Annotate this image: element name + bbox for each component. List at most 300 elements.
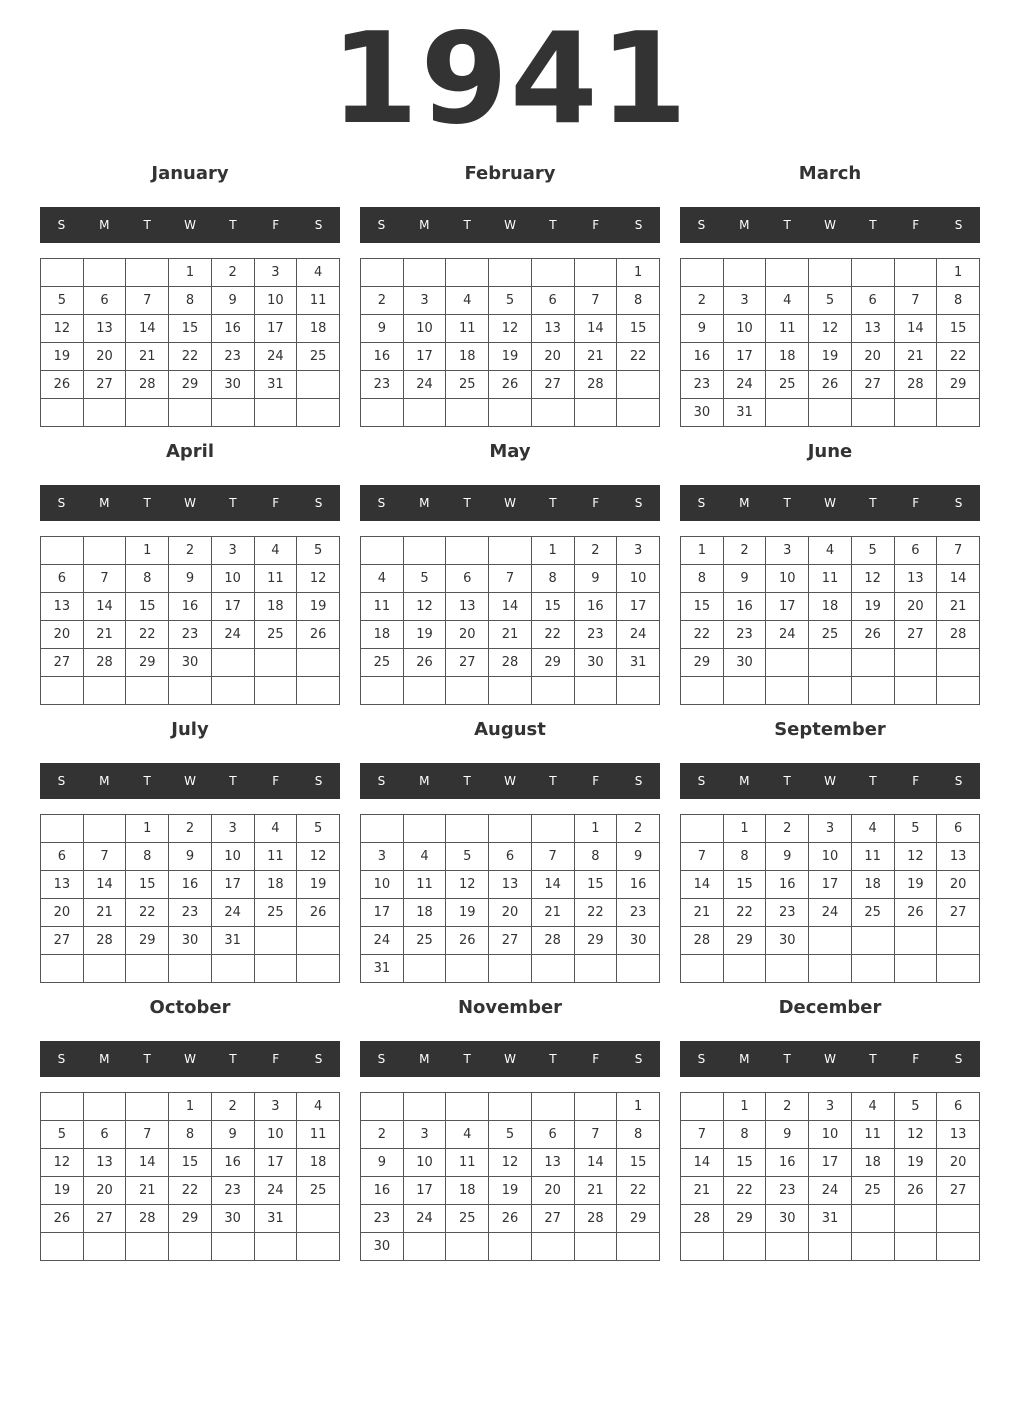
weekday-label: W [824, 774, 836, 788]
day-cell: 16 [211, 315, 254, 343]
day-cell [681, 1233, 724, 1261]
day-cell [361, 815, 404, 843]
day-cell [41, 259, 84, 287]
day-cell: 6 [531, 1121, 574, 1149]
week-row [41, 677, 340, 705]
day-cell: 8 [169, 287, 212, 315]
day-cell: 19 [446, 899, 489, 927]
day-cell: 22 [126, 621, 169, 649]
day-cell: 6 [531, 287, 574, 315]
day-cell: 13 [83, 315, 126, 343]
day-cell: 13 [531, 315, 574, 343]
weekday-label: S [377, 1052, 386, 1066]
day-cell: 7 [126, 1121, 169, 1149]
day-cell: 1 [531, 537, 574, 565]
day-cell: 11 [254, 565, 297, 593]
day-cell [41, 955, 84, 983]
day-cell: 2 [723, 537, 766, 565]
weekday-label: T [783, 774, 791, 788]
day-cell [766, 1233, 809, 1261]
day-cell: 3 [809, 1093, 852, 1121]
weekday-label: F [272, 774, 280, 788]
day-cell: 6 [83, 1121, 126, 1149]
day-cell: 30 [169, 649, 212, 677]
day-cell: 28 [894, 371, 937, 399]
day-cell [169, 399, 212, 427]
day-cell: 3 [254, 259, 297, 287]
day-cell: 25 [254, 621, 297, 649]
week-row [681, 1149, 980, 1177]
week-row [41, 287, 340, 315]
day-cell [297, 1205, 340, 1233]
day-cell: 17 [403, 343, 446, 371]
month-september [680, 708, 980, 982]
day-cell [169, 1233, 212, 1261]
day-cell [894, 1233, 937, 1261]
day-cell: 11 [254, 843, 297, 871]
day-cell: 11 [809, 565, 852, 593]
day-cell: 4 [297, 1093, 340, 1121]
weekday-label: W [824, 218, 836, 232]
day-cell: 20 [894, 593, 937, 621]
week-row [361, 1233, 660, 1261]
day-cell [531, 1093, 574, 1121]
weekday-label: M [739, 774, 750, 788]
day-cell: 9 [211, 287, 254, 315]
day-cell: 19 [851, 593, 894, 621]
week-row [41, 371, 340, 399]
day-grid [360, 258, 660, 427]
day-cell [489, 399, 532, 427]
day-cell: 10 [361, 871, 404, 899]
day-cell: 25 [851, 899, 894, 927]
day-cell: 16 [723, 593, 766, 621]
day-cell: 29 [617, 1205, 660, 1233]
day-cell: 23 [617, 899, 660, 927]
weekday-label: S [697, 496, 706, 510]
day-cell [211, 399, 254, 427]
day-cell: 26 [41, 1205, 84, 1233]
day-cell [851, 1233, 894, 1261]
week-row [681, 621, 980, 649]
day-cell [574, 1233, 617, 1261]
day-cell: 5 [851, 537, 894, 565]
day-cell: 3 [211, 815, 254, 843]
day-cell [681, 955, 724, 983]
day-cell: 7 [937, 537, 980, 565]
weekday-label: F [272, 218, 280, 232]
day-cell: 20 [851, 343, 894, 371]
week-row [681, 1093, 980, 1121]
day-cell: 11 [403, 871, 446, 899]
day-cell: 5 [446, 843, 489, 871]
weekday-label: W [184, 218, 196, 232]
weekday-label: M [419, 1052, 430, 1066]
weekday-label: T [869, 774, 877, 788]
weekday-header [680, 1041, 980, 1077]
day-cell: 2 [361, 287, 404, 315]
day-cell: 23 [361, 371, 404, 399]
day-cell: 20 [83, 343, 126, 371]
weekday-label: T [869, 1052, 877, 1066]
day-grid [360, 536, 660, 705]
weekday-label: F [272, 496, 280, 510]
day-cell: 16 [766, 1149, 809, 1177]
day-cell: 6 [446, 565, 489, 593]
week-row [681, 399, 980, 427]
day-cell: 3 [211, 537, 254, 565]
week-row [41, 1233, 340, 1261]
week-row [681, 593, 980, 621]
day-cell: 30 [681, 399, 724, 427]
weekday-label: S [57, 774, 66, 788]
week-row [41, 621, 340, 649]
weekday-header [360, 485, 660, 521]
weekday-label: F [912, 1052, 920, 1066]
day-cell: 26 [297, 899, 340, 927]
day-cell: 17 [809, 1149, 852, 1177]
day-cell: 14 [894, 315, 937, 343]
week-row [361, 259, 660, 287]
week-row [681, 371, 980, 399]
weekday-label: S [697, 218, 706, 232]
day-cell: 11 [361, 593, 404, 621]
day-cell [681, 1093, 724, 1121]
weekday-label: W [824, 1052, 836, 1066]
day-cell: 6 [41, 843, 84, 871]
day-cell: 2 [617, 815, 660, 843]
day-cell: 31 [723, 399, 766, 427]
day-cell: 5 [894, 815, 937, 843]
day-cell: 1 [937, 259, 980, 287]
day-cell [446, 537, 489, 565]
week-row [361, 287, 660, 315]
weekday-label: S [377, 774, 386, 788]
day-cell [83, 677, 126, 705]
day-cell: 25 [297, 343, 340, 371]
weekday-label: S [634, 496, 643, 510]
day-cell: 19 [297, 593, 340, 621]
day-cell: 3 [254, 1093, 297, 1121]
day-cell [403, 537, 446, 565]
day-cell [894, 399, 937, 427]
day-cell: 28 [574, 1205, 617, 1233]
week-row [41, 927, 340, 955]
week-row [361, 1177, 660, 1205]
day-cell [937, 927, 980, 955]
week-row [361, 343, 660, 371]
day-cell: 5 [41, 1121, 84, 1149]
weekday-label: W [504, 774, 516, 788]
week-row [361, 955, 660, 983]
day-cell: 14 [681, 871, 724, 899]
day-cell: 11 [446, 1149, 489, 1177]
day-cell: 1 [723, 1093, 766, 1121]
month-name: June [807, 441, 853, 462]
weekday-label: W [184, 774, 196, 788]
day-cell: 22 [169, 1177, 212, 1205]
day-cell [574, 259, 617, 287]
weekday-label: M [419, 218, 430, 232]
day-cell [83, 1233, 126, 1261]
day-cell [851, 1205, 894, 1233]
day-cell: 9 [361, 315, 404, 343]
day-cell [41, 1093, 84, 1121]
day-cell: 17 [723, 343, 766, 371]
day-cell: 7 [489, 565, 532, 593]
week-row [681, 871, 980, 899]
weekday-label: F [592, 218, 600, 232]
day-cell [766, 955, 809, 983]
day-cell [851, 927, 894, 955]
week-row [361, 677, 660, 705]
month-name: November [457, 997, 563, 1018]
day-cell: 28 [126, 371, 169, 399]
day-cell: 24 [361, 927, 404, 955]
weekday-label: M [419, 496, 430, 510]
day-cell [446, 1093, 489, 1121]
day-cell: 4 [809, 537, 852, 565]
day-cell: 19 [809, 343, 852, 371]
day-cell [41, 815, 84, 843]
day-cell [574, 399, 617, 427]
week-row [681, 649, 980, 677]
day-cell: 27 [446, 649, 489, 677]
day-cell: 4 [254, 815, 297, 843]
day-cell: 27 [489, 927, 532, 955]
weekday-header [360, 763, 660, 799]
day-cell: 18 [254, 593, 297, 621]
weekday-label: S [954, 496, 963, 510]
day-cell [446, 1233, 489, 1261]
day-cell: 24 [617, 621, 660, 649]
day-cell [254, 927, 297, 955]
day-cell: 4 [851, 1093, 894, 1121]
day-cell: 25 [403, 927, 446, 955]
day-cell: 17 [766, 593, 809, 621]
day-cell: 13 [83, 1149, 126, 1177]
day-cell: 21 [894, 343, 937, 371]
day-cell: 15 [723, 871, 766, 899]
day-cell: 1 [574, 815, 617, 843]
day-cell: 11 [297, 1121, 340, 1149]
day-cell [894, 1205, 937, 1233]
day-cell: 16 [361, 1177, 404, 1205]
weekday-label: F [592, 496, 600, 510]
day-cell: 15 [617, 1149, 660, 1177]
day-cell: 30 [766, 927, 809, 955]
day-cell: 23 [211, 343, 254, 371]
day-cell [254, 677, 297, 705]
day-cell: 26 [894, 899, 937, 927]
day-cell: 27 [83, 371, 126, 399]
day-cell: 25 [446, 1205, 489, 1233]
week-row [41, 1121, 340, 1149]
day-cell [723, 259, 766, 287]
day-cell: 8 [617, 1121, 660, 1149]
day-cell [254, 399, 297, 427]
day-cell: 20 [531, 1177, 574, 1205]
day-cell: 13 [531, 1149, 574, 1177]
day-cell: 10 [211, 565, 254, 593]
day-cell: 11 [851, 843, 894, 871]
day-cell: 7 [83, 843, 126, 871]
week-row [361, 621, 660, 649]
day-cell [894, 955, 937, 983]
day-cell: 10 [254, 1121, 297, 1149]
weekday-label: S [57, 218, 66, 232]
day-cell [617, 677, 660, 705]
day-cell [489, 677, 532, 705]
day-cell: 3 [403, 1121, 446, 1149]
day-cell: 23 [169, 621, 212, 649]
day-cell: 31 [254, 1205, 297, 1233]
day-grid [680, 1092, 980, 1261]
day-cell [126, 677, 169, 705]
day-cell [531, 399, 574, 427]
day-cell: 20 [83, 1177, 126, 1205]
week-row [681, 537, 980, 565]
weekday-label: T [783, 218, 791, 232]
day-cell: 29 [126, 927, 169, 955]
weekday-label: S [57, 496, 66, 510]
day-cell: 14 [937, 565, 980, 593]
day-cell: 16 [169, 871, 212, 899]
day-cell [211, 677, 254, 705]
weekday-label: F [912, 774, 920, 788]
day-cell: 9 [723, 565, 766, 593]
day-cell: 19 [894, 871, 937, 899]
day-cell [489, 815, 532, 843]
day-cell: 16 [681, 343, 724, 371]
day-cell: 31 [617, 649, 660, 677]
week-row [681, 843, 980, 871]
day-cell [403, 677, 446, 705]
day-cell: 24 [403, 1205, 446, 1233]
week-row [361, 537, 660, 565]
day-cell: 10 [723, 315, 766, 343]
day-cell [489, 537, 532, 565]
day-cell: 29 [169, 1205, 212, 1233]
day-cell [937, 1205, 980, 1233]
day-cell: 27 [937, 899, 980, 927]
day-cell: 15 [126, 593, 169, 621]
day-cell: 26 [403, 649, 446, 677]
day-cell: 12 [851, 565, 894, 593]
day-cell: 15 [681, 593, 724, 621]
day-cell: 5 [809, 287, 852, 315]
day-cell: 3 [617, 537, 660, 565]
day-cell: 28 [681, 1205, 724, 1233]
day-cell: 23 [574, 621, 617, 649]
weekday-label: S [314, 774, 323, 788]
day-cell: 18 [361, 621, 404, 649]
day-cell: 12 [297, 565, 340, 593]
day-cell: 24 [254, 343, 297, 371]
day-cell: 23 [169, 899, 212, 927]
day-cell: 21 [937, 593, 980, 621]
day-cell [937, 399, 980, 427]
day-cell [531, 955, 574, 983]
day-cell: 10 [617, 565, 660, 593]
day-cell [617, 399, 660, 427]
weekday-label: W [184, 496, 196, 510]
week-row [41, 815, 340, 843]
day-cell: 23 [723, 621, 766, 649]
day-cell: 26 [489, 1205, 532, 1233]
day-cell [489, 955, 532, 983]
day-cell: 22 [681, 621, 724, 649]
day-cell: 25 [446, 371, 489, 399]
day-cell: 4 [851, 815, 894, 843]
day-cell: 2 [211, 1093, 254, 1121]
day-cell: 2 [361, 1121, 404, 1149]
day-cell: 15 [169, 315, 212, 343]
day-cell [83, 815, 126, 843]
week-row [41, 593, 340, 621]
day-cell: 26 [851, 621, 894, 649]
day-cell: 26 [446, 927, 489, 955]
day-cell: 30 [723, 649, 766, 677]
month-may [360, 430, 660, 704]
day-cell [126, 955, 169, 983]
day-cell: 17 [254, 315, 297, 343]
day-cell: 5 [403, 565, 446, 593]
day-cell: 14 [126, 315, 169, 343]
day-cell: 18 [254, 871, 297, 899]
day-cell: 13 [41, 593, 84, 621]
day-cell [766, 677, 809, 705]
week-row [41, 315, 340, 343]
day-cell [297, 399, 340, 427]
day-cell [894, 259, 937, 287]
day-cell [41, 399, 84, 427]
day-cell: 16 [574, 593, 617, 621]
day-cell: 8 [723, 843, 766, 871]
week-row [41, 871, 340, 899]
day-cell: 11 [446, 315, 489, 343]
day-cell: 10 [403, 1149, 446, 1177]
weekday-header [40, 207, 340, 243]
day-cell: 5 [489, 1121, 532, 1149]
day-cell: 26 [41, 371, 84, 399]
day-cell: 14 [574, 1149, 617, 1177]
day-cell [41, 1233, 84, 1261]
day-cell [83, 399, 126, 427]
day-cell: 7 [681, 1121, 724, 1149]
day-cell [297, 371, 340, 399]
week-row [681, 1205, 980, 1233]
day-cell: 10 [809, 843, 852, 871]
weekday-label: S [314, 218, 323, 232]
day-cell: 31 [361, 955, 404, 983]
weekday-label: F [272, 1052, 280, 1066]
day-cell: 22 [617, 1177, 660, 1205]
day-cell [446, 259, 489, 287]
day-cell: 29 [681, 649, 724, 677]
week-row [41, 899, 340, 927]
day-cell: 8 [681, 565, 724, 593]
week-row [41, 565, 340, 593]
day-cell: 6 [894, 537, 937, 565]
day-cell [723, 1233, 766, 1261]
weekday-label: T [549, 496, 557, 510]
week-row [361, 899, 660, 927]
day-cell: 18 [297, 315, 340, 343]
day-cell: 28 [489, 649, 532, 677]
day-cell: 25 [851, 1177, 894, 1205]
day-cell: 18 [851, 1149, 894, 1177]
